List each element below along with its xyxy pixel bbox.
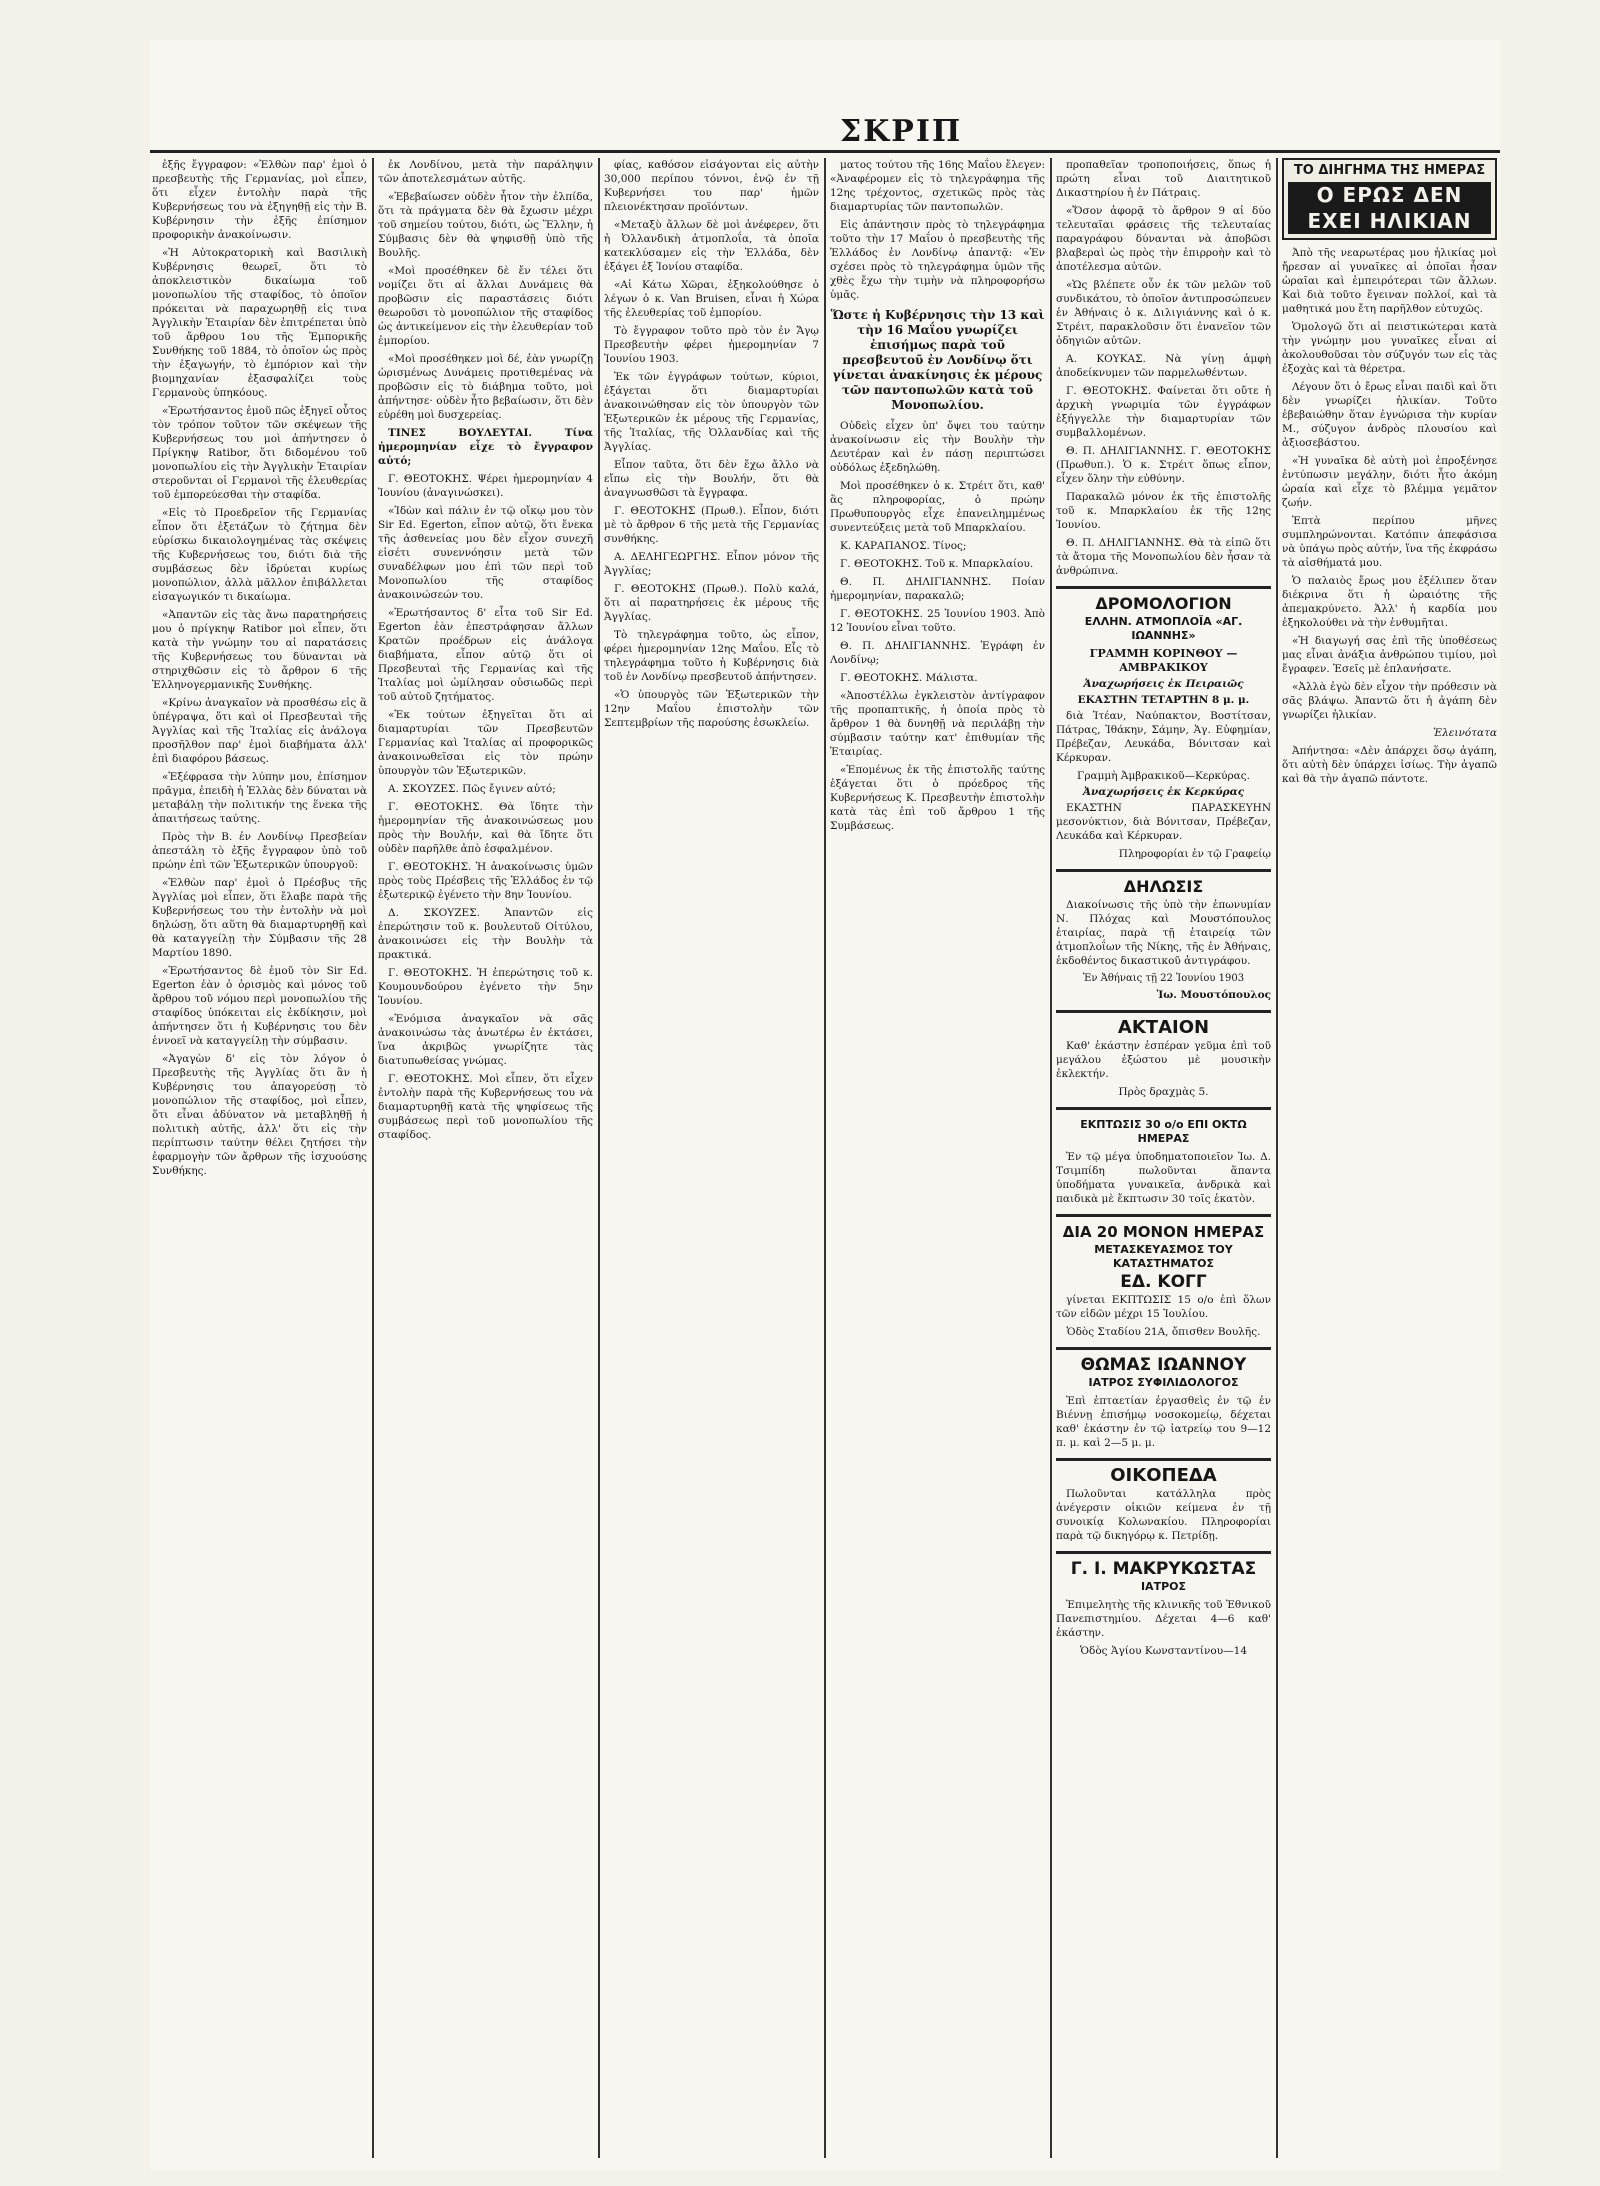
article-paragraph: «Ἐπομένως ἐκ τῆς ἐπιστολῆς ταύτης ἐξάγεται ὅτι ὁ πρόεδρος τῆς Κυβερνήσεως Κ. Πρεσβευτὴν ἐπιστολὴν κατὰ τὰς ἐπὶ τοῦ ἄρθρου 1 τῆς Συμβάσεως. xyxy=(830,764,1045,832)
story-paragraph: «Ἡ γυναῖκα δὲ αὐτὴ μοὶ ἐπροξένησε ἐντύπωσιν μεγάλην, διότι ἦτο ἀκόμη ὡραία καὶ εἶχε τὸ βλέμμα γεμᾶτον ζωήν. xyxy=(1282,455,1497,509)
article-paragraph: ματος τούτου τῆς 16ης Μαΐου ἔλεγεν: «Ἀναφέρομεν εἰς τὸ τηλεγράφημα τῆς 12ης τρέχοντος, σχετικῶς πρὸς τὰς διαμαρτυρίας τῶν παντοπωλῶν. xyxy=(830,159,1045,213)
article-paragraph: «Ἐρωτήσαντος δὲ ἐμοῦ τὸν Sir Ed. Egerton ἐὰν ὁ ὁρισμὸς καὶ μόνος τοῦ ἄρθρου τοῦ νόμου περὶ μονοπωλίου τῆς σταφίδος ὑπόκειται εἰς ἐκδίκησιν, μοὶ ἀπήντησεν ὅτι ἡ Κυβέρνησις του δὲν ἐννοεῖ νὰ καταγγείλῃ τὴν σύμβασιν. xyxy=(152,965,367,1047)
article-paragraph: «Ἐλθὼν παρ' ἐμοὶ ὁ Πρέσβυς τῆς Ἀγγλίας μοὶ εἶπεν, ὅτι ἔλαβε παρὰ τῆς Κυβερνήσεως του τὴν ἐντολὴν νὰ μοὶ δηλώσῃ, ὅτι αὕτη θὰ διαμαρτυρηθῇ καὶ θὰ καταγγείλῃ τὴν Σύμβασιν τῆς 28 Μαρτίου 1890. xyxy=(152,877,367,959)
article-paragraph: Γ. ΘΕΟΤΟΚΗΣ. Ἡ ἀνακοίνωσις ὑμῶν πρὸς τοὺς Πρέσβεις τῆς Ἑλλάδος ἐν τῷ ἐξωτερικῷ ἐγένετο τὴν 8ην Ἰουνίου. xyxy=(378,861,593,901)
story-paragraph: Λέγουν ὅτι ὁ ἔρως εἶναι παιδὶ καὶ ὅτι δὲν γνωρίζει ἡλικίαν. Τοῦτο ἐβεβαιώθην ὅταν ἐγνώρισα τὴν κυρίαν Μ., σύζυγον ἀνδρὸς πλουσίου καὶ ἀξιοσεβάστου. xyxy=(1282,381,1497,449)
column-3 xyxy=(604,158,819,2158)
article-paragraph: «Ἐρωτήσαντος δ' εἶτα τοῦ Sir Ed. Egerton ἐὰν ἐπεστράφησαν ἄλλων Κρατῶν προέδρων εἰς ἀνάλογα διαβήματα, εἶπον αὐτῷ ὅτι οἱ Πρεσβευταὶ τῆς Γερμανίας καὶ τῆς Ἰταλίας μοὶ ὡμίλησαν οὐσιωδῶς περὶ τοῦ αὐτοῦ ζητήματος. xyxy=(378,607,593,703)
article-paragraph: Παρακαλῶ μόνον ἐκ τῆς ἐπιστολῆς τοῦ κ. Μπαρκλαίου ἐκ τῆς 12ης Ἰουνίου. xyxy=(1056,491,1271,531)
ad-text: Ἐπὶ ἑπταετίαν ἐργασθεὶς ἐν τῷ ἐν Βιέννῃ ἐπισήμῳ νοσοκομείῳ, δέχεται καθ' ἑκάστην ἐν τῷ ἰατρείῳ του 9—12 π. μ. καὶ 2—5 μ. μ. xyxy=(1056,1395,1271,1449)
column-5 xyxy=(1056,158,1271,2158)
article-paragraph: «Ὅσον ἀφορᾷ τὸ ἄρθρον 9 αἱ δύο τελευταῖαι φράσεις τῆς τελευταίας παραγράφου δύνανται νὰ ἀποβῶσι βλαβεραὶ ὡς πρὸς τὴν ἐπιρροὴν καὶ τὸ ἀποτέλεσμα αὐτῶν. xyxy=(1056,205,1271,273)
column-2 xyxy=(378,158,593,2158)
story-header xyxy=(1282,158,1497,240)
article-paragraph: «Ἐρωτήσαντος ἐμοῦ πῶς ἐξηγεῖ οὗτος τὸν τρόπον τοῦτον τῶν σκέψεων τῆς Κυβερνήσεως του μοὶ ἀπήντησεν ὁ Πρίγκηψ Ratibor, ὅτι διδομένου τοῦ μονοπωλίου εἰς τὴν Ἀγγλικὴν Ἑταιρίαν στεροῦνται οἱ Γερμανοὶ τῆς ἐλευθερίας τοῦ ἐμπορεύεσθαι τὴν σταφίδα. xyxy=(152,405,367,501)
article-paragraph: «Αἱ Κάτω Χῶραι, ἐξηκολούθησε ὁ λέγων ὁ κ. Van Bruisen, εἶναι ἡ Χώρα τῆς ἐλευθερίας τοῦ ἐμπορίου. xyxy=(604,279,819,319)
ad-heading: ΔΗΛΩΣΙΣ xyxy=(1123,877,1204,896)
ad-address: Ὁδὸς Σταδίου 21Α, ὄπισθεν Βουλῆς. xyxy=(1066,1326,1261,1338)
ad-date: Ἐν Ἀθήναις τῇ 22 Ἰουνίου 1903 xyxy=(1082,973,1245,984)
ad-steamship xyxy=(1056,594,1271,861)
story-title: Ο ΕΡΩΣ ΔΕΝ ΕΧΕΙ ΗΛΙΚΙΑΝ xyxy=(1288,182,1491,234)
ad-line: Ἀναχωρήσεις ἐκ Πειραιῶς xyxy=(1083,678,1244,690)
ad-separator xyxy=(1056,586,1271,589)
ad-line: Γραμμὴ Ἀμβρακικοῦ—Κερκύρας. xyxy=(1077,770,1250,782)
ad-text: Καθ' ἑκάστην ἑσπέραν γεῦμα ἐπὶ τοῦ μεγάλου ἐξώστου μὲ μουσικὴν ἐκλεκτήν. xyxy=(1056,1040,1271,1080)
ad-separator xyxy=(1056,1347,1271,1350)
article-paragraph: Τὸ τηλεγράφημα τοῦτο, ὡς εἶπον, φέρει ἡμερομηνίαν 12ης Μαΐου. Εἶς τὸ τηλεγράφημα τοῦτο ἡ Κυβέρνησις διὰ τοῦ ἐν Λονδίνῳ πρεσβευτοῦ ἀπήντησεν. xyxy=(604,629,819,683)
ad-doctor xyxy=(1056,1355,1271,1450)
ad-separator xyxy=(1056,1214,1271,1217)
story-paragraph: Ἐπτὰ περίπου μῆνες συμπληρώνονται. Κατόπιν ἀπεφάσισα νὰ ὑπάγω πρὸς αὐτήν, ἵνα τῆς ἐκφράσω τὰ αἰσθήματά μου. xyxy=(1282,515,1497,569)
article-paragraph: Α. ΔΕΛΗΓΕΩΡΓΗΣ. Εἶπον μόνον τῆς Ἀγγλίας; xyxy=(604,551,819,577)
ad-text: ΕΚΑΣΤΗΝ ΠΑΡΑΣΚΕΥΗΝ μεσονύκτιον, διὰ Βόνιτσαν, Πρέβεζαν, Λευκάδα καὶ Κέρκυραν. xyxy=(1056,802,1271,842)
article-paragraph: «Ὁ ὑπουργὸς τῶν Ἐξωτερικῶν τὴν 12ην Μαΐου ἐπιστολὴν τῶν Σεπτεμβρίων τῆς παρούσης ἐσωκλείω. xyxy=(604,689,819,729)
ad-heading: ΘΩΜΑΣ ΙΩΑΝΝΟΥ xyxy=(1080,1355,1247,1375)
article-paragraph: Γ. ΘΕΟΤΟΚΗΣ. Ψέρει ἡμερομηνίαν 4 Ἰουνίου (ἀναγινώσκει). xyxy=(378,473,593,499)
article-paragraph: Γ. ΘΕΟΤΟΚΗΣ. Φαίνεται ὅτι οὔτε ἡ ἀρχικὴ γνωριμία τῶν ἐγγράφων ἐξήγγελλε τὴν διαμαρτυρίαν τῶν συμβαλλομένων. xyxy=(1056,385,1271,439)
story-paragraph: Ὁ παλαιὸς ἔρως μου ἐξέλιπεν ὅταν διέκρινα ὅτι ἡ ὡραιότης τῆς ἀπεμακρύνετο. Ἀλλ' ἡ καρδία μου ἐξηκολούθει νὰ τὴν ἐνθυμῆται. xyxy=(1282,575,1497,629)
ad-line: Πρὸς δραχμὰς 5. xyxy=(1118,1086,1209,1098)
article-paragraph: ἐξῆς ἔγγραφον: «Ἐλθὼν παρ' ἐμοὶ ὁ πρεσβευτὴς τῆς Γερμανίας, μοὶ εἶπεν, ὅτι εἶχεν ἐντολὴν παρὰ τῆς Κυβερνήσεως του νὰ ἐξηγηθῇ εἰς τὴν Β. Κυβέρνησιν τὴν ἐξῆς ἐπίσημον προφορικὴν ἀνακοίνωσιν. xyxy=(152,159,367,241)
article-paragraph: Γ. ΘΕΟΤΟΚΗΣ. Τοῦ κ. Μπαρκλαίου. xyxy=(840,558,1034,570)
article-subhead: ΤΙΝΕΣ ΒΟΥΛΕΥΤΑΙ. Τίνα ἡμερομηνίαν εἶχε τὸ ἔγγραφον αὐτό; xyxy=(378,427,593,467)
article-paragraph: Γ. ΘΕΟΤΟΚΗΣ (Πρωθ.). Πολὺ καλά, ὅτι αἱ παρατηρήσεις ἐκ μέρους τῆς Ἀγγλίας. xyxy=(604,583,819,623)
article-paragraph: «Κρίνω ἀναγκαῖον νὰ προσθέσω εἰς ἃ ὑπέγραψα, ὅτι καὶ οἱ Πρεσβευταὶ τῆς Ἀγγλίας καὶ τῆς Ἰταλίας εἰς ἀνάλογα προσῆλθον παρ' ἐμοὶ διαβήματα ἀλλ' ἐπὶ διαφόρου βάσεως. xyxy=(152,697,367,765)
article-paragraph: «Μεταξὺ ἄλλων δὲ μοὶ ἀνέφερεν, ὅτι ἡ Ὀλλανδικὴ ἀτμοπλοΐα, τὰ ὁποῖα κατεκλύσαμεν εἰς τὴν Ἑλλάδα, δὲν ἐξάγει ἐξ Ἰονίου σταφίδα. xyxy=(604,219,819,273)
article-paragraph: Μοὶ προσέθηκεν ὁ κ. Στρέιτ ὅτι, καθ' ἃς πληροφορίας, ὁ πρώην Πρωθυπουργὸς εἶχε ἐπανειλημμένως συνεντεύξεις μετὰ τοῦ Μπαρκλαίου. xyxy=(830,480,1045,534)
article-paragraph: «Ὡς βλέπετε οὖν ἐκ τῶν μελῶν τοῦ συνδικάτου, τὸ ὁποῖον ἀντιπροσώπευεν ἐν Ἀθήναις ὁ κ. Διλιγιάννης καὶ ὁ κ. Στρέιτ, παρακλοῦσιν ὅτι ἐνανεῖον τῶν ὁδηγιῶν αὐτῶν. xyxy=(1056,279,1271,347)
ad-separator xyxy=(1056,1010,1271,1013)
article-paragraph: «Μοὶ προσέθηκεν μοὶ δέ, ἐὰν γνωρίζῃ ὡρισμένως Δυνάμεις προτιθεμένας νὰ προβῶσιν εἰς τὸ διάβημα τοῦτο, μοὶ ἀπήντησε· οὐδὲν ἦτο βεβαίωσιν, ὅτι δὲν εὑρέθη μοὶ δυσχερείας. xyxy=(378,353,593,421)
ad-heading: ΟΙΚΟΠΕΔΑ xyxy=(1110,1465,1217,1486)
story-paragraph: Ἀπήντησα: «Δὲν ἀπάρχει ὅσῳ ἀγάπη, ὅτι αὐτὴ δὲν ὑπάρχει ἰσίως. Τὴν ἀγαπῶ καὶ θὰ τὴν ἀγαπῶ πάντοτε. xyxy=(1282,745,1497,785)
column-divider xyxy=(598,158,600,2158)
column-6 xyxy=(1282,158,1497,2158)
ad-separator xyxy=(1056,1458,1271,1461)
ad-discount xyxy=(1056,1118,1271,1206)
column-divider xyxy=(1050,158,1052,2158)
story-paragraph: «Ἀλλὰ ἐγὼ δὲν εἶχον τὴν πρόθεσιν νὰ σᾶς βλάψω. Ἀπαντῶ ὅτι ἡ ἀγάπη δὲν γνωρίζει ἡλικίαν. xyxy=(1282,681,1497,721)
ad-heading: ΔΡΟΜΟΛΟΓΙΟΝ xyxy=(1095,594,1232,613)
ad-heading: Γ. Ι. ΜΑΚΡΥΚΩΣΤΑΣ xyxy=(1070,1559,1257,1579)
story-paragraph: «Ἡ διαγωγή σας ἐπὶ τῆς ὑποθέσεως μας εἶναι ἀνάξια ἀνθρώπου τιμίου, μοὶ ἔγραφεν. Ἐσεῖς μὲ ἐπλανήσατε. xyxy=(1282,635,1497,675)
article-paragraph: Πρὸς τὴν Β. ἐν Λονδίνῳ Πρεσβείαν ἀπεστάλη τὸ ἐξῆς ἔγγραφον ὑπὸ τοῦ πρώην ἐπὶ τῶν Ἐξωτερικῶν ὑπουργοῦ: xyxy=(152,831,367,871)
ad-text: Διακοίνωσις τῆς ὑπὸ τὴν ἐπωνυμίαν Ν. Πλόχας καὶ Μουστόπουλος ἑταιρίας, παρὰ τῇ ἐταιρείᾳ τῶν ἀτμοπλοΐων τῆς Νίκης, τῆς ἐν Ἀθήναις, ἐκδοθέντος δικαστικοῦ ἀντιγράφου. xyxy=(1056,899,1271,967)
article-paragraph: «Ἀγαγὼν δ' εἰς τὸν λόγον ὁ Πρεσβευτὴς τῆς Ἀγγλίας ὅτι ἂν ἡ Κυβέρνησις του ἀπαγορεύσῃ τὸ μονοπώλιον τῆς σταφίδος, μοὶ εἶπεν, ὅτι εἶναι ἀδύνατον νὰ μεταβληθῇ ἡ πολιτικὴ αὐτῆς, ἀλλ' ὅτι εἰς τὴν περίπτωσιν ταύτην θέλει ζητήσει τὴν ἐφαρμογὴν τῶν ἄρθρων τῆς ἰσχυούσης Συνθήκης. xyxy=(152,1053,367,1177)
ad-subheading: ΙΑΤΡΟΣ ΣΥΦΙΛΙΔΟΛΟΓΟΣ xyxy=(1088,1376,1239,1389)
article-paragraph: Εἰς ἀπάντησιν πρὸς τὸ τηλεγράφημα τοῦτο τὴν 17 Μαΐου ὁ πρεσβευτὴς τῆς Ἑλλάδος ἐν Λονδίνῳ ἀπαντᾷ: «Ἐν σχέσει πρὸς τὸ τηλεγράφημα ὑμῶν τῆς χθὲς ἔχω τὴν τιμὴν νὰ πληροφορήσω ὑμᾶς. xyxy=(830,219,1045,301)
ad-text: διὰ Ἰτέαν, Ναύπακτον, Βοστίτσαν, Πάτρας, Ἰθάκην, Σάμην, Ἁγ. Εὐφημίαν, Πρέβεζαν, Λευκάδα, Βόνιτσαν καὶ Κέρκυραν. xyxy=(1056,710,1271,764)
ad-text: Ἐπιμελητὴς τῆς κλινικῆς τοῦ Ἐθνικοῦ Πανεπιστημίου. Δέχεται 4—6 καθ' ἑκάστην. xyxy=(1056,1599,1271,1639)
column-divider xyxy=(1276,158,1278,2158)
article-paragraph: Γ. ΘΕΟΤΟΚΗΣ. Θὰ ἴδητε τὴν ἡμερομηνίαν τῆς ἀνακοινώσεως μου πρὸς τὴν Βουλήν, καὶ θὰ ἴδητε ὅτι οὐδὲν παρῆλθε ἀπὸ ἐσφαλμένον. xyxy=(378,801,593,855)
ad-signature: Ἰω. Μουστόπουλος xyxy=(1156,989,1271,1001)
story-paragraph: Ὁμολογῶ ὅτι αἱ πειστικώτεραι κατὰ τὴν γνώμην μου γυναῖκες εἶναι αἱ ἀκολουθοῦσαι τὸν σύζυγόν των εἰς τὰς ἐξοχὰς καὶ τὰ θέρετρα. xyxy=(1282,321,1497,375)
ad-route: ΓΡΑΜΜΗ ΚΟΡΙΝΘΟΥ — ΑΜΒΡΑΚΙΚΟΥ xyxy=(1089,647,1238,674)
ad-aktaion xyxy=(1056,1017,1271,1099)
ad-heading: ΕΚΠΤΩΣΙΣ 30 ο/ο ΕΠΙ ΟΚΤΩ ΗΜΕΡΑΣ xyxy=(1080,1118,1247,1145)
ad-name: ΕΔ. ΚΟΓΓ xyxy=(1120,1272,1207,1292)
ad-text: Πωλοῦνται κατάλληλα πρὸς ἀνέγερσιν οἰκιῶν κείμενα ἐν τῇ συνοικίᾳ Κολωνακίου. Πληροφορίαι παρὰ τῷ δικηγόρῳ κ. Πετρίδῃ. xyxy=(1056,1488,1271,1542)
ad-store xyxy=(1056,1225,1271,1339)
column-divider xyxy=(372,158,374,2158)
article-paragraph: «Ἐξέφρασα τὴν λύπην μου, ἐπίσημον πρᾶγμα, ἐπειδὴ ἡ Ἑλλὰς δὲν δύναται νὰ μεταβάλῃ τὴν πολιτικήν της ἕνεκα τῆς ἀπαιτήσεως ταύτης. xyxy=(152,771,367,825)
newspaper-page xyxy=(150,40,1500,2170)
story-kicker: ΤΟ ΔΙΗΓΗΜΑ ΤΗΣ ΗΜΕΡΑΣ xyxy=(1293,163,1486,178)
ad-plots xyxy=(1056,1465,1271,1543)
article-paragraph: «Ἰδὼν καὶ πάλιν ἐν τῷ οἴκῳ μου τὸν Sir Ed. Egerton, εἶπον αὐτῷ, ὅτι ἔνεκα τῆς ἀσθενείας μου δὲν εἶχον συνεχῆ εἰσέτι συνεννόησιν μετὰ τῶν συναδέλφων μου ἐπὶ τῶν περὶ τοῦ Μονοπωλίου τῆς σταφίδος ἀνακοινώσεών του. xyxy=(378,505,593,601)
ad-text: γίνεται ΕΚΠΤΩΣΙΣ 15 ο/ο ἐπὶ ὅλων τῶν εἰδῶν μέχρι 15 Ἰουλίου. xyxy=(1056,1294,1271,1320)
ad-declaration xyxy=(1056,877,1271,1002)
ad-address: Ὁδὸς Ἁγίου Κωνσταντίνου—14 xyxy=(1079,1645,1247,1657)
columns-area xyxy=(150,158,1500,2158)
article-paragraph: Τὸ ἔγγραφον τοῦτο πρὸ τὸν ἐν Ἄγῳ Πρεσβευτὴν φέρει ἡμερομηνίαν 7 Ἰουνίου 1903. xyxy=(604,325,819,365)
article-paragraph: «Ἐκ τούτων ἐξηγεῖται ὅτι αἱ διαμαρτυρίαι τῶν Πρεσβευτῶν Γερμανίας καὶ Ἰταλίας αἱ προφορικῶς ἀνακοινωθεῖσαι εἰς τὸν πρώην ὑπουργὸν τῶν Ἐξωτερικῶν. xyxy=(378,709,593,777)
article-paragraph: «Εἰς τὸ Προεδρεῖον τῆς Γερμανίας εἶπον ὅτι ἐξετάζων τὸ ζήτημα δὲν εὑρίσκω δικαιολογημένας τὰς σκέψεις τῆς Κυβερνήσεως του, διότι διὰ τῆς συμβάσεως δὲν ἱδρύεται κυρίως μονοπώλιον, ἀλλὰ μᾶλλον ἐπιβάλλεται εἰσαγωγικόν τι δικαίωμα. xyxy=(152,507,367,603)
article-paragraph: Γ. ΘΕΟΤΟΚΗΣ. Μάλιστα. xyxy=(840,672,978,684)
masthead xyxy=(150,40,1500,153)
article-paragraph: Γ. ΘΕΟΤΟΚΗΣ. Μοὶ εἶπεν, ὅτι εἶχεν ἐντολὴν παρὰ τῆς Κυβερνήσεως του νὰ διαμαρτυρηθῇ κατὰ τῆς ψηφίσεως τῆς συμβάσεως περὶ τοῦ μονοπωλίου τῆς σταφίδος. xyxy=(378,1073,593,1141)
article-paragraph: «Ἀπαντῶν εἰς τὰς ἄνω παρατηρήσεις μου ὁ πρίγκηψ Ratibor μοὶ εἶπεν, ὅτι κατὰ τὴν γνώμην του αἱ παρατάσεις τῆς Κυβερνήσεως του δύνανται νὰ στηριχθῶσιν εἰς τὸ ἄρθρον 6 τῆς Ἑλληνογερμανικῆς Συνθήκης. xyxy=(152,609,367,691)
article-paragraph: Οὐδεὶς εἶχεν ὑπ' ὄψει του ταύτην ἀνακοίνωσιν εἰς τὴν Βουλὴν τὴν Δευτέραν καὶ ἐν πάσῃ περιπτώσει οὐδόλως ἐξεδηλώθη. xyxy=(830,420,1045,474)
article-paragraph: Α. ΚΟΥΚΑΣ. Νὰ γίνῃ ἀμφὴ ἀποδείκνυμεν τῶν παρμελωθέντων. xyxy=(1056,353,1271,379)
ad-line: Πληροφορίαι ἐν τῷ Γραφείῳ xyxy=(1118,848,1271,860)
article-paragraph: προπαθεῖαν τροποποιήσεις, ὅπως ἡ πρώτη εἶναι τοῦ Διαιτητικοῦ Δικαστηρίου ἡ ἐν Πάτραις. xyxy=(1056,159,1271,199)
article-paragraph: «Ἐβεβαίωσεν οὐδὲν ἦτον τὴν ἐλπίδα, ὅτι τὰ πράγματα δὲν θὰ ἔχωσιν μέχρι τοῦ σημείου τούτου, διότι, ὡς Ἕλλην, ἡ Σύμβασις δὲν θὰ ψηφισθῇ ὑπὸ τῆς Βουλῆς. xyxy=(378,191,593,259)
ad-line: ΕΚΑΣΤΗΝ ΤΕΤΑΡΤΗΝ 8 μ. μ. xyxy=(1077,694,1250,706)
ad-company: ΕΛΛΗΝ. ΑΤΜΟΠΛΟΪΑ «ΑΓ. ΙΩΑΝΝΗΣ» xyxy=(1084,615,1243,642)
story-paragraph: Ἀπὸ τῆς νεαρωτέρας μου ἡλικίας μοὶ ἤρεσαν αἱ γυναῖκες αἱ ὁποῖαι ἦσαν ὡραῖαι καὶ ἐμπειρότεραι τῶν ἄλλων. Καὶ διὰ τοῦτο ἔγειναν πολλοί, καὶ τὰ μαθητικά μου ἔτη παρῆλθον εὐτυχῶς. xyxy=(1282,247,1497,315)
article-paragraph: «Ἡ Αὐτοκρατορικὴ καὶ Βασιλικὴ Κυβέρνησις θεωρεῖ, ὅτι τὸ ἀποκλειστικὸν δικαίωμα τοῦ μονοπωλίου τῆς σταφίδος, τὸ ὁποῖον πρόκειται νὰ παραχωρηθῇ εἰς τινα Ἀγγλικὴν Ἑταιρίαν δὲν ἐπιτρέπεται ὑπὸ τοῦ ἄρθρου 1ου τῆς Ἐμπορικῆς Συνθήκης τοῦ 1884, τὸ ὁποῖον ὡς πρὸς τὴν ἐξαγωγήν, τὸ ἐμπόριον καὶ τὴν βιομηχανίαν ἐξασφαλίζει τοὺς Γερμανοὺς ὑπηκόους. xyxy=(152,247,367,399)
column-divider xyxy=(824,158,826,2158)
ad-makrykostas xyxy=(1056,1559,1271,1658)
article-paragraph: Γ. ΘΕΟΤΟΚΗΣ. 25 Ἰουνίου 1903. Ἀπὸ 12 Ἰουνίου εἶναι τοῦτο. xyxy=(830,608,1045,634)
ad-subheading: ΜΕΤΑΣΚΕΥΑΣΜΟΣ ΤΟΥ ΚΑΤΑΣΤΗΜΑΤΟΣ xyxy=(1094,1243,1233,1270)
column-1 xyxy=(152,158,367,2158)
article-paragraph: «Ἐνόμισα ἀναγκαῖον νὰ σᾶς ἀνακοινώσω τὰς ἀνωτέρω ἐν ἐκτάσει, ἵνα ἀκριβῶς γνωρίζητε τὰς διατυπωθείσας γνώμας. xyxy=(378,1013,593,1067)
article-paragraph: «Μοὶ προσέθηκεν δὲ ἔν τέλει ὅτι νομίζει ὅτι αἱ ἄλλαι Δυνάμεις θὰ προβῶσιν εἰς παραστάσεις διότι θεωροῦσι τὸ μονοπώλιον τῆς σταφίδος ὡς ἀντικείμενον εἰς τὴν ἐλευθερίαν τοῦ ἐμπορίου. xyxy=(378,265,593,347)
ad-separator xyxy=(1056,1551,1271,1554)
article-paragraph: Θ. Π. ΔΗΛΙΓΙΑΝΝΗΣ. Θὰ τὰ εἰπῶ ὅτι τὰ ἄτομα τῆς Μονοπωλίου δὲν ἦσαν τὰ ἀνθρώπινα. xyxy=(1056,537,1271,577)
ad-subheading: ΙΑΤΡΟΣ xyxy=(1140,1580,1187,1593)
ad-heading: ΑΚΤΑΙΟΝ xyxy=(1117,1017,1210,1038)
article-paragraph: Α. ΣΚΟΥΖΕΣ. Πῶς ἔγινεν αὐτό; xyxy=(388,783,556,795)
article-paragraph: Εἶπον ταῦτα, ὅτι δὲν ἔχω ἄλλο νὰ εἴπω εἰς τὴν Βουλήν, ὅτι θὰ ἀναγνωσθῶσι τὰ ἔγγραφα. xyxy=(604,459,819,499)
article-paragraph: Γ. ΘΕΟΤΟΚΗΣ. Ἡ ἐπερώτησις τοῦ κ. Κουμουνδούρου ἐγένετο τὴν 5ην Ἰουνίου. xyxy=(378,967,593,1007)
ad-line: Ἀναχωρήσεις ἐκ Κερκύρας xyxy=(1082,786,1245,798)
ad-heading: ΔΙΑ 20 ΜΟΝΟΝ ΗΜΕΡΑΣ xyxy=(1062,1223,1265,1241)
ad-text: Ἐν τῷ μέγα ὑποδηματοποιεῖον Ἰω. Δ. Τσιμπίδη πωλοῦνται ἅπαντα ὑποδήματα γυναικεῖα, ἀνδρικὰ καὶ παιδικὰ μὲ ἔκπτωσιν 30 τοῖς ἑκατὸν. xyxy=(1056,1151,1271,1205)
ad-separator xyxy=(1056,1107,1271,1110)
page-title: ΣΚΡΙΠ xyxy=(840,114,963,149)
ad-separator xyxy=(1056,869,1271,872)
article-paragraph: φίας, καθόσον εἰσάγονται εἰς αὐτὴν 30,000 περίπου τόννοι, ἐνῷ ἐν τῇ Κυβερνήσει του παρ' ἡμῶν πλειονέκτησαν προϊόντων. xyxy=(604,159,819,213)
article-paragraph: Κ. ΚΑΡΑΠΑΝΟΣ. Τίνος; xyxy=(840,540,967,552)
article-paragraph: Ἐκ τῶν ἐγγράφων τούτων, κύριοι, ἐξάγεται ὅτι διαμαρτυρίαι ἀνακοινώθησαν εἰς τὸν ὑπουργὸν τῶν Ἐξωτερικῶν ἐκ μέρους τῆς Γερμανίας, τῆς Ἰταλίας, τῆς Ὀλλανδίας καὶ τῆς Ἀγγλίας. xyxy=(604,371,819,453)
column-4 xyxy=(830,158,1045,2158)
article-paragraph: Δ. ΣΚΟΥΖΕΣ. Ἀπαντῶν εἰς ἐπερώτησιν τοῦ κ. βουλευτοῦ Οἰτύλου, ἀνακοινώσει εἰς τὴν Βουλὴν τὰ πρακτικά. xyxy=(378,907,593,961)
article-paragraph: ἐκ Λονδίνου, μετὰ τὴν παράληψιν τῶν ἀποτελεσμάτων αὐτῆς. xyxy=(378,159,593,185)
highlighted-statement: Ὥστε ἡ Κυβέρνησις τὴν 13 καὶ τὴν 16 Μαΐου γνωρίζει ἐπισήμως παρὰ τοῦ πρεσβευτοῦ ἐν Λονδίνῳ ὅτι γίνεται ἀνακίνησις ἐκ μέρους τῶν παντοπωλῶν κατὰ τοῦ Μονοπωλίου. xyxy=(830,308,1045,412)
article-paragraph: Θ. Π. ΔΗΛΙΓΙΑΝΝΗΣ. Ποίαν ἡμερομηνίαν, παρακαλῶ; xyxy=(830,576,1045,602)
article-paragraph: Θ. Π. ΔΗΛΙΓΙΑΝΝΗΣ. Γ. ΘΕΟΤΟΚΗΣ (Πρωθυπ.). Ὁ κ. Στρέιτ ὅπως εἶπον, εἶχεν ὅλην τὴν εὐθύνην. xyxy=(1056,445,1271,485)
article-paragraph: Γ. ΘΕΟΤΟΚΗΣ (Πρωθ.). Εἶπον, διότι μὲ τὸ ἄρθρον 6 τῆς μετὰ τῆς Γερμανίας συνθήκης. xyxy=(604,505,819,545)
article-paragraph: Θ. Π. ΔΗΛΙΓΙΑΝΝΗΣ. Ἐγράφη ἐν Λονδίνῳ; xyxy=(830,640,1045,666)
article-paragraph: «Ἀποστέλλω ἐγκλειστὸν ἀντίγραφον τῆς προπαπτικῆς, ἡ ὁποία πρὸς τὸ ἄρθρον 1 θὰ δυνηθῇ νὰ περιλάβῃ τὴν σύμβασιν ταύτην κατ' ἐπιθυμίαν τῆς Ἑταιρίας. xyxy=(830,690,1045,758)
story-signature: Ἐλεινότατα xyxy=(1433,727,1497,739)
